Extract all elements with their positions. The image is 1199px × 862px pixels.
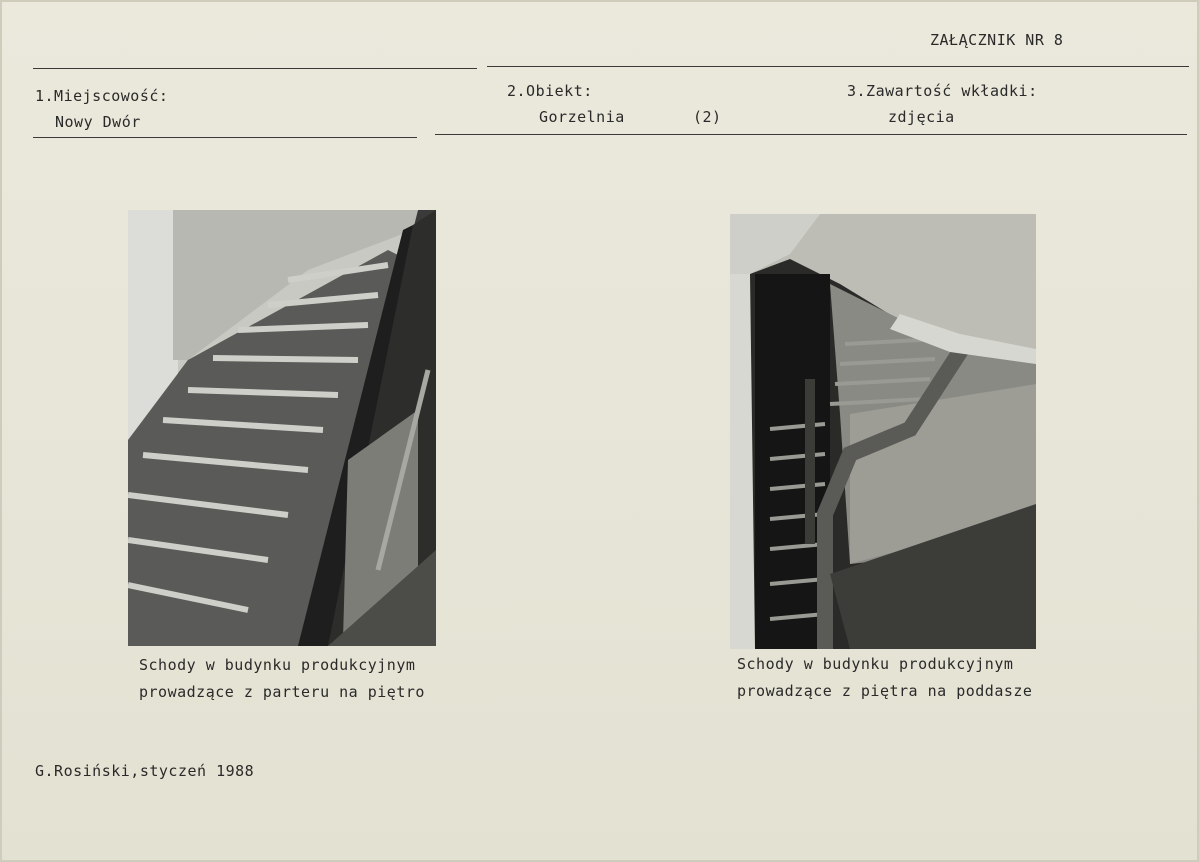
header-bottom-rule-right <box>435 134 1187 135</box>
field-contents-label: 3.Zawartość wkładki: <box>847 82 1038 100</box>
caption-left-line2: prowadzące z parteru na piętro <box>139 683 425 701</box>
header-top-rule-right <box>487 66 1189 67</box>
field-locality-label: 1.Miejscowość: <box>35 87 169 105</box>
author-signature: G.Rosiński,styczeń 1988 <box>35 762 255 780</box>
annex-label: ZAŁĄCZNIK NR 8 <box>930 31 1064 49</box>
caption-right-line2: prowadzące z piętra na poddasze <box>737 682 1033 700</box>
photo-staircase-first-to-attic <box>730 214 1036 649</box>
header-top-rule-left <box>33 68 477 69</box>
field-contents-value: zdjęcia <box>888 108 955 126</box>
field-object-number: (2) <box>693 108 722 126</box>
header-bottom-rule-left <box>33 137 417 138</box>
field-object-label: 2.Obiekt: <box>507 82 593 100</box>
caption-left-line1: Schody w budynku produkcyjnym <box>139 656 416 674</box>
field-locality-value: Nowy Dwór <box>55 113 141 131</box>
photo-staircase-ground-to-first <box>128 210 436 646</box>
caption-right-line1: Schody w budynku produkcyjnym <box>737 655 1014 673</box>
staircase-photo-left-image <box>128 210 436 646</box>
field-object-value: Gorzelnia <box>539 108 625 126</box>
staircase-photo-right-image <box>730 214 1036 649</box>
